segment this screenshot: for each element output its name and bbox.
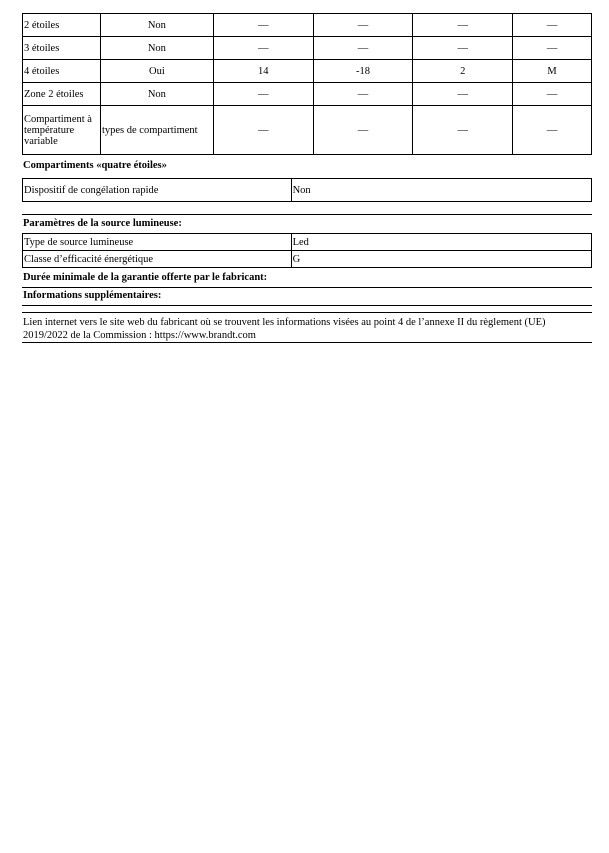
compartments-table [22,13,592,155]
table-row [23,37,592,60]
row-value: -18 [313,60,413,83]
additional-info-section-title: Informations supplémentaires: [23,290,162,301]
row-label: Compartiment à température variable [23,106,101,155]
row-value: — [213,106,313,155]
row-present: Non [100,37,213,60]
table-row [23,179,592,202]
row-value: 14 [213,60,313,83]
light-type-label: Type de source lumineuse [23,234,292,251]
table-row [23,14,592,37]
row-value: — [313,14,413,37]
row-value: 2 [413,60,513,83]
light-source-table [22,233,592,268]
row-value: — [413,37,513,60]
row-value: — [513,14,592,37]
manufacturer-website-note: Lien internet vers le site web du fabricant où se trouvent les informations visées au point 4 de l’annexe II du règlement (UE) 2019/2022 de la Commission : https://www.brandt.com [23,317,546,341]
row-present: Non [100,14,213,37]
section-divider [22,287,592,288]
energy-class-value: G [291,251,591,268]
row-value: — [313,106,413,155]
light-type-value: Led [291,234,591,251]
row-label: 3 étoiles [23,37,101,60]
row-present: Non [100,83,213,106]
row-value: — [413,83,513,106]
row-value: M [513,60,592,83]
rapid-freeze-value: Non [291,179,591,202]
row-value: — [213,83,313,106]
row-present: types de compartiment [100,106,213,155]
table-row [23,83,592,106]
section-divider [22,305,592,306]
section-divider [22,214,592,215]
row-value: — [213,37,313,60]
rapid-freeze-label: Dispositif de congélation rapide [23,179,292,202]
row-label: 4 étoiles [23,60,101,83]
section-divider [22,342,592,343]
row-label: Zone 2 étoiles [23,83,101,106]
table-row [23,106,592,155]
row-label: 2 étoiles [23,14,101,37]
row-value: — [513,83,592,106]
row-value: — [213,14,313,37]
row-present: Oui [100,60,213,83]
energy-class-label: Classe d’efficacité énergétique [23,251,292,268]
light-source-section-title: Paramètres de la source lumineuse: [23,218,182,229]
row-value: — [413,14,513,37]
four-star-table [22,178,592,202]
row-value: — [313,37,413,60]
warranty-section-title: Durée minimale de la garantie offerte par le fabricant: [23,272,268,283]
section-divider [22,312,592,313]
row-value: — [313,83,413,106]
row-value: — [513,37,592,60]
four-star-section-title: Compartiments «quatre étoiles» [23,160,167,171]
table-row [23,251,592,268]
table-row [23,60,592,83]
row-value: — [413,106,513,155]
row-value: — [513,106,592,155]
table-row [23,234,592,251]
